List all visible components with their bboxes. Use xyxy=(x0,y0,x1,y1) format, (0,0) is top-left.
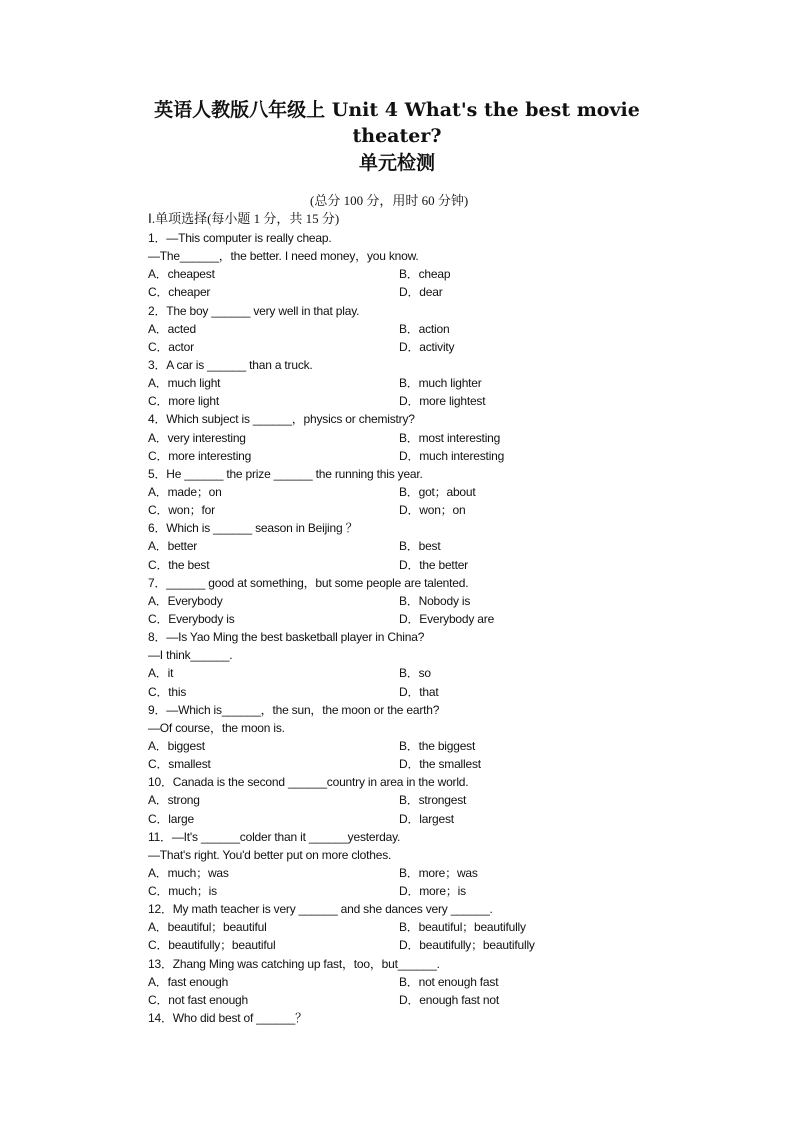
question-stem: 12．My math teacher is very ______ and she dances very ______. xyxy=(148,902,493,917)
answer-option: A．biggest xyxy=(148,738,205,753)
answer-option: A．strong xyxy=(148,793,200,808)
option-row xyxy=(148,283,648,301)
answer-option: B．more；was xyxy=(399,865,478,880)
answer-option: A．much；was xyxy=(148,865,229,880)
option-row xyxy=(148,392,648,410)
question-stem: 11．—It's ______colder than it ______yesterday. xyxy=(148,829,401,844)
answer-option: D．won；on xyxy=(399,503,466,518)
question-item xyxy=(148,465,648,519)
answer-option: C．beautifully；beautiful xyxy=(148,938,276,953)
question-item xyxy=(148,356,648,410)
option-row xyxy=(148,429,648,447)
option-row xyxy=(148,864,648,882)
answer-option: C．cheaper xyxy=(148,285,211,300)
option-row xyxy=(148,338,648,356)
option-row xyxy=(148,483,648,501)
answer-option: A．better xyxy=(148,539,198,554)
answer-option: A．fast enough xyxy=(148,974,229,989)
option-row xyxy=(148,537,648,555)
question-stem: 6．Which is ______ season in Beijing ？ xyxy=(148,521,358,536)
option-row xyxy=(148,664,648,682)
question-item xyxy=(148,773,648,827)
question-item xyxy=(148,574,648,628)
question-list xyxy=(148,229,648,1027)
option-row xyxy=(148,936,648,954)
answer-option: C．Everybody is xyxy=(148,611,235,626)
question-stem: 5．He ______ the prize ______ the running this year. xyxy=(148,466,423,481)
answer-option: A．beautiful；beautiful xyxy=(148,920,267,935)
question-stem: 7．______ good at something，but some people are talented. xyxy=(148,575,469,590)
answer-option: D．that xyxy=(399,684,439,699)
answer-option: D．activity xyxy=(399,339,455,354)
option-row xyxy=(148,556,648,574)
question-item xyxy=(148,828,648,901)
answer-option: C．won；for xyxy=(148,503,215,518)
option-row xyxy=(148,610,648,628)
answer-option: C．the best xyxy=(148,557,210,572)
question-item xyxy=(148,229,648,302)
answer-option: A．it xyxy=(148,666,174,681)
answer-option: C．smallest xyxy=(148,757,211,772)
question-stem: 13．Zhang Ming was catching up fast，too，but______. xyxy=(148,956,440,971)
answer-option: A．Everybody xyxy=(148,593,223,608)
answer-option: B．Nobody is xyxy=(399,593,471,608)
document-subtitle: 单元检测 xyxy=(358,152,435,174)
answer-option: B．got；about xyxy=(399,484,476,499)
option-row xyxy=(148,973,648,991)
answer-option: B．best xyxy=(399,539,441,554)
question-stem: 2．The boy ______ very well in that play. xyxy=(148,303,360,318)
question-stem: 14．Who did best of ______？ xyxy=(148,1011,307,1026)
answer-option: D．the smallest xyxy=(399,757,481,772)
answer-option: B．cheap xyxy=(399,267,451,282)
answer-option: D．Everybody are xyxy=(399,611,495,626)
answer-option: D．the better xyxy=(399,557,468,572)
answer-option: D．enough fast not xyxy=(399,992,500,1007)
option-row xyxy=(148,447,648,465)
answer-option: C．actor xyxy=(148,339,194,354)
question-stem: 8．—Is Yao Ming the best basketball player in China? xyxy=(148,630,425,645)
option-row xyxy=(148,374,648,392)
answer-option: B．much lighter xyxy=(399,376,482,391)
question-item xyxy=(148,519,648,573)
option-row xyxy=(148,501,648,519)
document-title: 英语人教版八年级上 Unit 4 What's the best movie xyxy=(154,99,640,121)
answer-option: D．more lightest xyxy=(399,394,486,409)
answer-option: C．this xyxy=(148,684,187,699)
answer-option: A．made；on xyxy=(148,484,222,499)
question-item xyxy=(148,410,648,464)
answer-option: B．so xyxy=(399,666,431,681)
option-row xyxy=(148,737,648,755)
answer-option: B．beautiful；beautifully xyxy=(399,920,526,935)
answer-option: C．not fast enough xyxy=(148,992,249,1007)
option-row xyxy=(148,791,648,809)
question-item xyxy=(148,302,648,356)
option-row xyxy=(148,991,648,1009)
answer-option: C．large xyxy=(148,811,194,826)
question-stem: 10．Canada is the second ______country in area in the world. xyxy=(148,775,469,790)
option-row xyxy=(148,592,648,610)
answer-option: A．very interesting xyxy=(148,430,246,445)
option-row xyxy=(148,320,648,338)
answer-option: A．acted xyxy=(148,321,196,336)
question-stem: 9．—Which is______，the sun，the moon or the earth? xyxy=(148,702,440,717)
option-row xyxy=(148,683,648,701)
answer-option: B．the biggest xyxy=(399,738,476,753)
option-row xyxy=(148,882,648,900)
answer-option: D．more；is xyxy=(399,884,466,899)
answer-option: C．more interesting xyxy=(148,448,252,463)
document-title-continued: theater? xyxy=(352,125,442,147)
answer-option: D．much interesting xyxy=(399,448,505,463)
option-row xyxy=(148,755,648,773)
exam-info: (总分 100 分，用时 60 分钟) xyxy=(310,193,469,208)
question-dialogue-line: —The______，the better. I need money，you know. xyxy=(148,249,419,264)
question-stem: 1．—This computer is really cheap. xyxy=(148,231,332,245)
answer-option: D．dear xyxy=(399,285,443,300)
question-item xyxy=(148,701,648,774)
option-row xyxy=(148,810,648,828)
answer-option: A．cheapest xyxy=(148,267,215,282)
answer-option: D．largest xyxy=(399,811,454,826)
question-dialogue-line: —That's right. You'd better put on more clothes. xyxy=(148,847,392,862)
answer-option: A．much light xyxy=(148,376,221,391)
question-stem: 4．Which subject is ______，physics or chemistry? xyxy=(148,412,415,427)
answer-option: C．more light xyxy=(148,394,219,409)
question-dialogue-line: —Of course，the moon is. xyxy=(148,720,285,735)
question-item xyxy=(148,628,648,701)
option-row xyxy=(148,918,648,936)
question-item xyxy=(148,900,648,954)
answer-option: D．beautifully；beautifully xyxy=(399,938,535,953)
question-stem: 3．A car is ______ than a truck. xyxy=(148,357,313,372)
answer-option: B．strongest xyxy=(399,793,467,808)
answer-option: B．not enough fast xyxy=(399,974,499,989)
question-item xyxy=(148,1009,648,1027)
option-row xyxy=(148,265,648,283)
section-title: Ⅰ.单项选择(每小题 1 分，共 15 分) xyxy=(148,211,340,226)
answer-option: B．action xyxy=(399,321,450,336)
answer-option: B．most interesting xyxy=(399,430,501,445)
question-dialogue-line: —I think______. xyxy=(148,648,233,663)
answer-option: C．much；is xyxy=(148,884,217,899)
question-item xyxy=(148,955,648,1009)
